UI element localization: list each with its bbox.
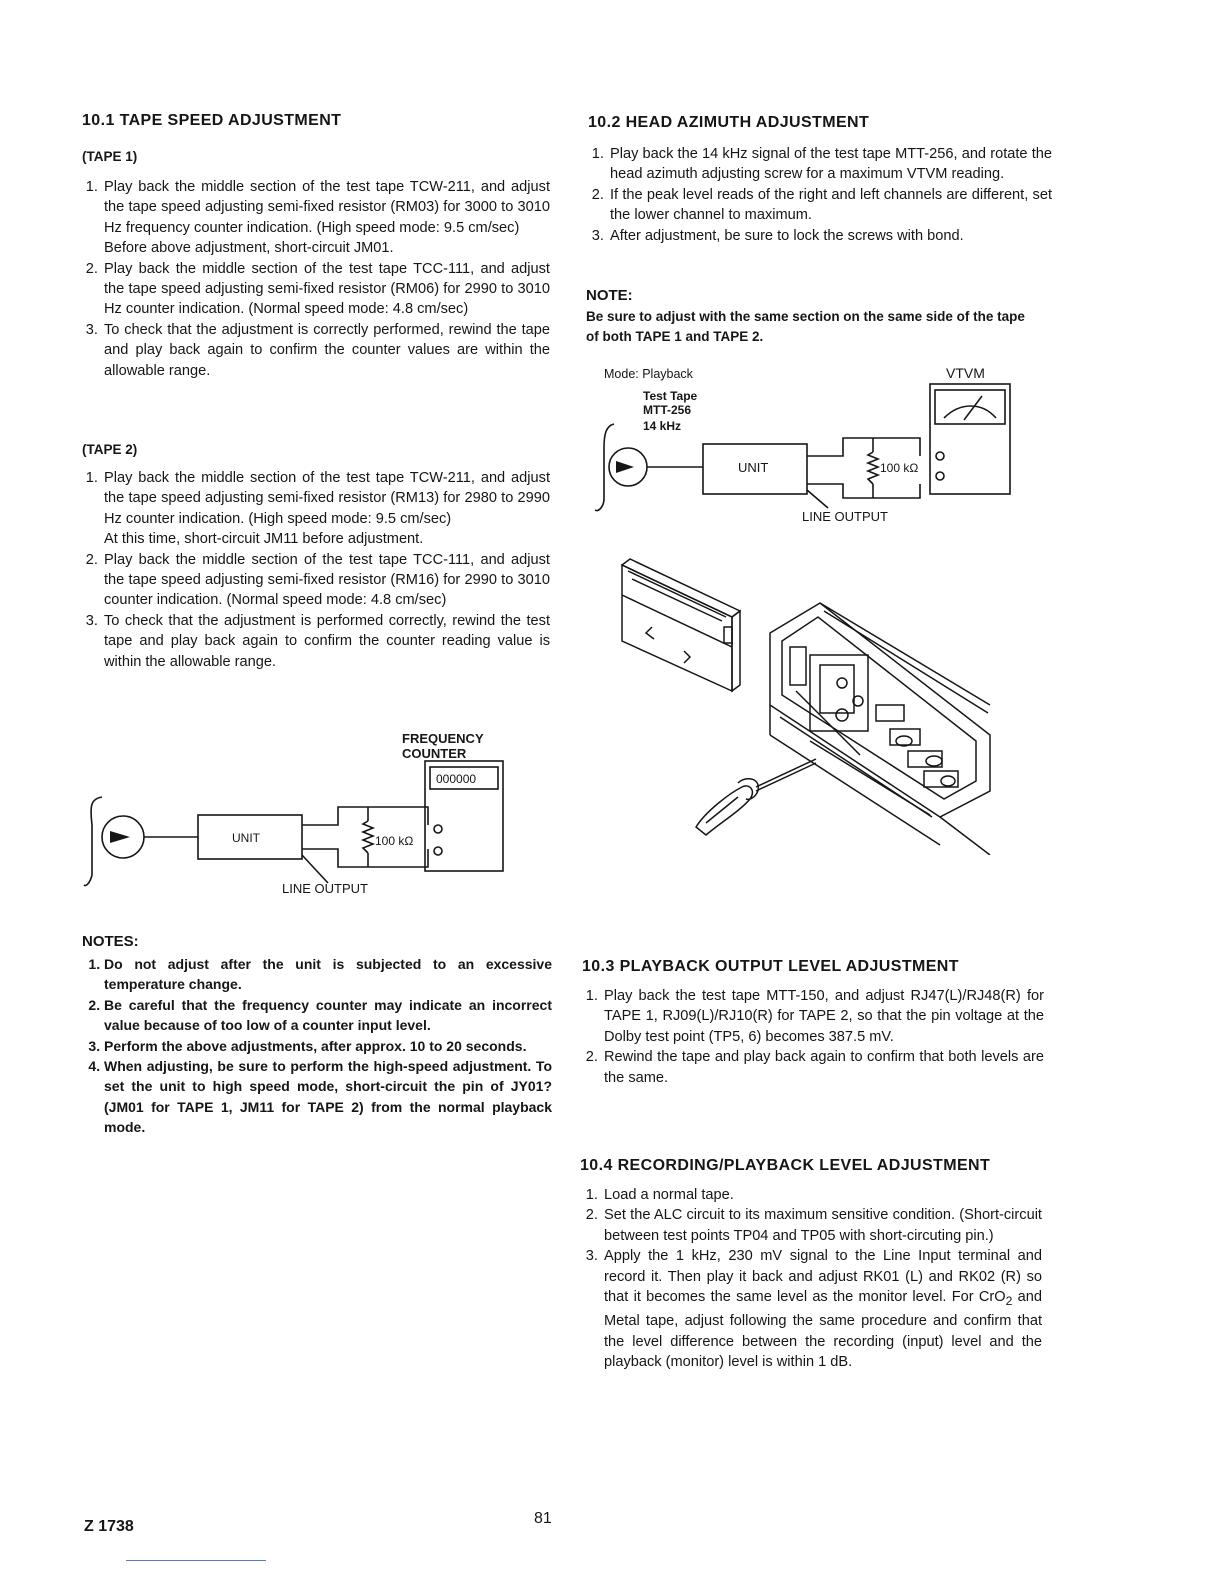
tape2-step-2: 2. Play back the middle section of the test tape TCC-111, and adjust the tape speed adjusting semi-fixed resistor (RM16) for 2990 to 3010 counter indication. (Normal speed mode: 4.8 cm/sec) (102, 550, 550, 611)
test-tape-label-3: 14 kHz (643, 419, 682, 433)
meter-needle-icon (964, 396, 982, 420)
tape2-heading: (TAPE 2) (82, 442, 138, 457)
tape1-step-1-note: Before above adjustment, short-circuit JM01. (104, 240, 394, 257)
note-2: 2. Be careful that the frequency counter may indicate an incorrect value because of too low of a counter input level. (104, 995, 552, 1036)
tape2-step-3: 3. To check that the adjustment is performed correctly, rewind the test tape and play back again to confirm the counter reading value is within the allowable range. (102, 611, 550, 672)
resistor-icon (363, 821, 373, 853)
recording-step-2: 2. Set the ALC circuit to its maximum sensitive condition. (Short-circuit between test points TP04 and TP05 with short-circuting pin.) (602, 1205, 1042, 1246)
vtvm-box (930, 384, 1010, 494)
counter-label-1: FREQUENCY (402, 731, 484, 746)
arrow-icon (616, 461, 634, 473)
resistor-icon (868, 452, 878, 484)
note-3: 3. Perform the above adjustments, after approx. 10 to 20 seconds. (104, 1036, 552, 1056)
recording-step-1: 1. Load a normal tape. (602, 1185, 1042, 1205)
deck-body-icon (770, 603, 990, 855)
resistor-label: 100 kΩ (880, 461, 919, 475)
tape1-step-1: 1. Play back the middle section of the test tape TCW-211, and adjust the tape speed adjusting semi-fixed resistor (RM03) for 3000 to 3010 Hz frequency counter indication. (High speed mode: 9.5 cm/sec) Before above adjustment, short-circuit JM01. (102, 177, 550, 259)
model-number: Z 1738 (84, 1518, 134, 1535)
note-heading: NOTE: (586, 287, 633, 304)
recording-steps (582, 1185, 1042, 1373)
section-10-1-title: 10.1 TAPE SPEED ADJUSTMENT (82, 112, 342, 129)
tape1-steps (82, 177, 550, 381)
tape1-step-3: 3. To check that the adjustment is correctly performed, rewind the tape and play back again to confirm the counter values are within the allowable range. (102, 320, 550, 381)
unit-label: UNIT (738, 460, 769, 475)
arrow-icon (110, 831, 130, 843)
playback-steps (582, 986, 1044, 1088)
section-10-4-title: 10.4 RECORDING/PLAYBACK LEVEL ADJUSTMENT (580, 1157, 991, 1174)
tape2-step-1-note: At this time, short-circuit JM11 before adjustment. (104, 531, 424, 548)
resistor-label: 100 kΩ (375, 834, 414, 848)
section-10-2-title: 10.2 HEAD AZIMUTH ADJUSTMENT (588, 114, 870, 131)
test-tape-label-1: Test Tape (643, 389, 698, 403)
vtvm-diagram (590, 360, 1030, 535)
terminal-icon (936, 452, 944, 460)
tape2-step-1: 1. Play back the middle section of the test tape TCW-211, and adjust the tape speed adjusting semi-fixed resistor (RM13) for 2980 to 2990 Hz counter indication. (High speed mode: 9.5 cm/sec) At this time, short-circuit JM11 before adjustment. (102, 468, 550, 550)
deck-adjustment-illustration (610, 555, 1000, 855)
screwdriver-icon (696, 759, 816, 835)
playback-step-1: 1. Play back the test tape MTT-150, and adjust RJ47(L)/RJ48(R) for TAPE 1, RJ09(L)/RJ10(R) for TAPE 2, so that the pin voltage at the Dolby test point (TP5, 6) becomes 387.5 mV. (602, 986, 1044, 1047)
note-text: Be sure to adjust with the same section on the same side of the tape of both TAPE 1 and TAPE 2. (586, 309, 1025, 344)
tape1-step-2: 2. Play back the middle section of the test tape TCC-111, and adjust the tape speed adjusting semi-fixed resistor (RM06) for 2990 to 3010 Hz counter indication. (Normal speed mode: 4.8 cm/sec) (102, 259, 550, 320)
unit-label: UNIT (232, 831, 260, 845)
footer-rule (126, 1560, 266, 1561)
recording-step-3: 3. Apply the 1 kHz, 230 mV signal to the Line Input terminal and record it. Then play it back and adjust RK01 (L) and RK02 (R) so that it becomes the same level as the monitor level. For CrO$_2$ and Metal tape, adjust following the same procedure and confirm that the level difference between the recording (input) level and the playback (monitor) level is within 1 dB. (602, 1246, 1042, 1372)
playback-step-2: 2. Rewind the tape and play back again to confirm that both levels are the same. (602, 1047, 1044, 1088)
cassette-icon (622, 559, 740, 691)
tape-path-icon (595, 424, 614, 511)
terminal-icon (936, 472, 944, 480)
mode-label: Mode: Playback (604, 367, 693, 381)
terminal-icon (434, 825, 442, 833)
tape-path-icon (84, 797, 102, 886)
tape2-steps (82, 468, 550, 672)
notes-heading: NOTES: (82, 933, 139, 950)
vtvm-label: VTVM (946, 365, 985, 381)
terminal-icon (434, 847, 442, 855)
frequency-counter-diagram (80, 725, 530, 905)
section-10-3-title: 10.3 PLAYBACK OUTPUT LEVEL ADJUSTMENT (582, 958, 959, 975)
note-1: 1. Do not adjust after the unit is subjected to an excessive temperature change. (104, 954, 552, 995)
note-4: 4. When adjusting, be sure to perform the high-speed adjustment. To set the unit to high speed mode, short-circuit the pin of JY01? (JM01 for TAPE 1, JM11 for TAPE 2) from the normal playback mode. (104, 1056, 552, 1138)
line-output-label: LINE OUTPUT (802, 509, 888, 524)
counter-display: 000000 (436, 772, 477, 786)
page-number: 81 (534, 1510, 552, 1527)
azimuth-steps (588, 144, 1052, 246)
azimuth-step-3: 3. After adjustment, be sure to lock the screws with bond. (608, 226, 1052, 246)
notes-list (82, 954, 552, 1138)
test-tape-label-2: MTT-256 (643, 403, 692, 417)
azimuth-step-2: 2. If the peak level reads of the right and left channels are different, set the lower channel to maximum. (608, 185, 1052, 226)
azimuth-step-1: 1. Play back the 14 kHz signal of the test tape MTT-256, and rotate the head azimuth adjusting screw for a maximum VTVM reading. (608, 144, 1052, 185)
line-output-label: LINE OUTPUT (282, 881, 368, 896)
counter-label-2: COUNTER (402, 746, 467, 761)
tape1-heading: (TAPE 1) (82, 149, 138, 164)
